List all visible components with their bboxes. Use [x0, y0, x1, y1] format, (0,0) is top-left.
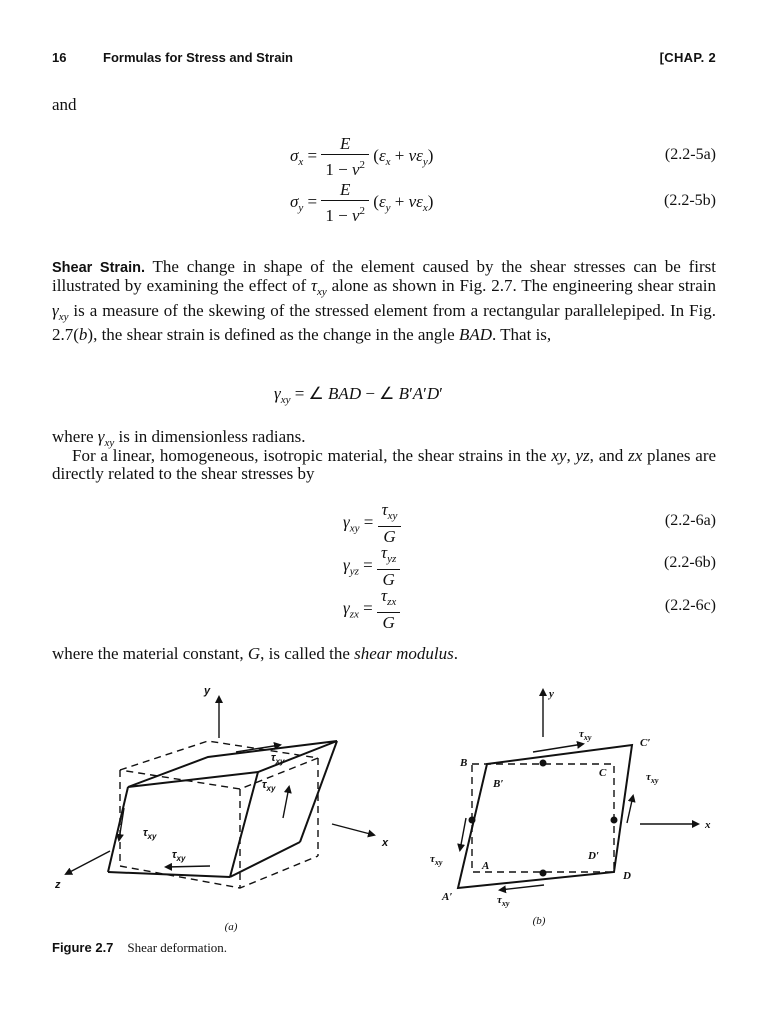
equation-number-2-2-6c: (2.2-6c): [664, 597, 716, 614]
caption-label: Figure 2.7: [52, 940, 114, 955]
x-axis-arrow: [332, 824, 374, 835]
labels-a: [54, 685, 389, 891]
book-title: Formulas for Stress and Strain: [103, 50, 293, 65]
chapter-label: [CHAP. 2: [659, 50, 716, 65]
point-label-A-prime: A′: [442, 891, 453, 903]
labels-b: [430, 688, 711, 908]
stress-arrows-a: [119, 745, 289, 867]
equation-number-2-2-6a: (2.2-6a): [664, 512, 716, 529]
figure-caption: [52, 940, 227, 956]
runin-heading: Shear Strain.: [52, 260, 146, 276]
paragraph-shear-modulus: where the material constant, G, is called the shear modulus.: [52, 644, 459, 663]
stress-label: $\tau_{xy}$: [646, 771, 659, 785]
equation-number-2-2-6b: (2.2-6b): [664, 554, 716, 571]
running-header: [52, 50, 716, 70]
subfigure-b: [458, 690, 698, 890]
equation-2-2-6c: $\gamma_{zx}$ = $\frac{\tau_{zx}}{G}$: [343, 586, 400, 633]
stress-label: $\tau_{xy}$: [271, 752, 285, 766]
subfigure-label-b: (b): [532, 915, 546, 927]
stress-label: $\tau_{xy}$: [172, 849, 186, 863]
point-label-A: A: [482, 860, 490, 872]
page-number: 16: [52, 50, 67, 65]
paragraph-radians: where $\gamma_{xy}$ is in dimensionless radians.: [52, 427, 306, 449]
paragraph-shear-strain: Shear Strain. The change in shape of the element caused by the shear stresses can be first illustrated by examining the effect of $\tau_{xy}$ alone as shown in Fig. 2.7. The engineering shear strain $\gamma_{xy}$ is a measure of the skewing of the stressed element from a rectangular parallelepiped. In Fig. 2.7(b), the shear strain is defined as the change in the angle BAD. That is,: [52, 257, 716, 345]
stress-label: $\tau_{xy}$: [497, 894, 510, 908]
stress-label: $\tau_{xy}$: [579, 728, 592, 742]
point-label-B-prime: B′: [493, 778, 504, 790]
point-label-C: C: [599, 767, 607, 779]
axis-label-x-b: x: [705, 819, 711, 831]
axis-label-z: z: [55, 879, 61, 891]
equation-2-2-6b: $\gamma_{yz}$ = $\frac{\tau_{yz}}{G}$: [343, 543, 400, 590]
caption-text: Shear deformation.: [127, 940, 228, 955]
z-axis-arrow: [66, 851, 110, 874]
text-and: and: [52, 95, 77, 114]
paragraph-linear-material: For a linear, homogeneous, isotropic material, the shear strains in the xy, yz, and zx planes are directly related to the shear stresses by: [52, 446, 717, 484]
point-label-D-prime: D′: [588, 850, 600, 862]
subfigure-a: [66, 697, 374, 888]
equation-2-2-6a: $\gamma_{xy}$ = $\frac{\tau_{xy}}{G}$: [343, 500, 401, 547]
axis-label-y: y: [204, 685, 211, 697]
point-label-B: B: [460, 757, 468, 769]
original-element-dashed: [120, 741, 318, 888]
stress-label: $\tau_{xy}$: [262, 779, 276, 793]
equation-number-2-2-5a: (2.2-5a): [664, 146, 716, 163]
axis-label-y-b: y: [549, 688, 554, 700]
point-label-D: D: [623, 870, 631, 882]
stress-label: $\tau_{xy}$: [430, 853, 443, 867]
equation-2-2-5b: $\sigma_y$ = $\frac{E}{1 - \nu^2}$ $(\varepsilon_y + \nu\varepsilon_x)$: [290, 180, 434, 225]
equation-2-2-5a: $\sigma_x$ = $\frac{E}{1 - \nu^2}$ $(\varepsilon_x + \nu\varepsilon_y)$: [290, 134, 434, 179]
subfigure-label-a: (a): [224, 921, 238, 933]
equation-shear-angle: $\gamma_{xy}$ = ∠ BAD − ∠ B′A′D′: [274, 384, 443, 406]
stress-label: $\tau_{xy}$: [143, 827, 157, 841]
equation-number-2-2-5b: (2.2-5b): [664, 192, 716, 209]
deformed-element-solid: [108, 741, 337, 877]
axis-label-x: x: [382, 837, 389, 849]
figure-2-7-diagram: [0, 680, 768, 940]
point-label-C-prime: C′: [640, 737, 651, 749]
